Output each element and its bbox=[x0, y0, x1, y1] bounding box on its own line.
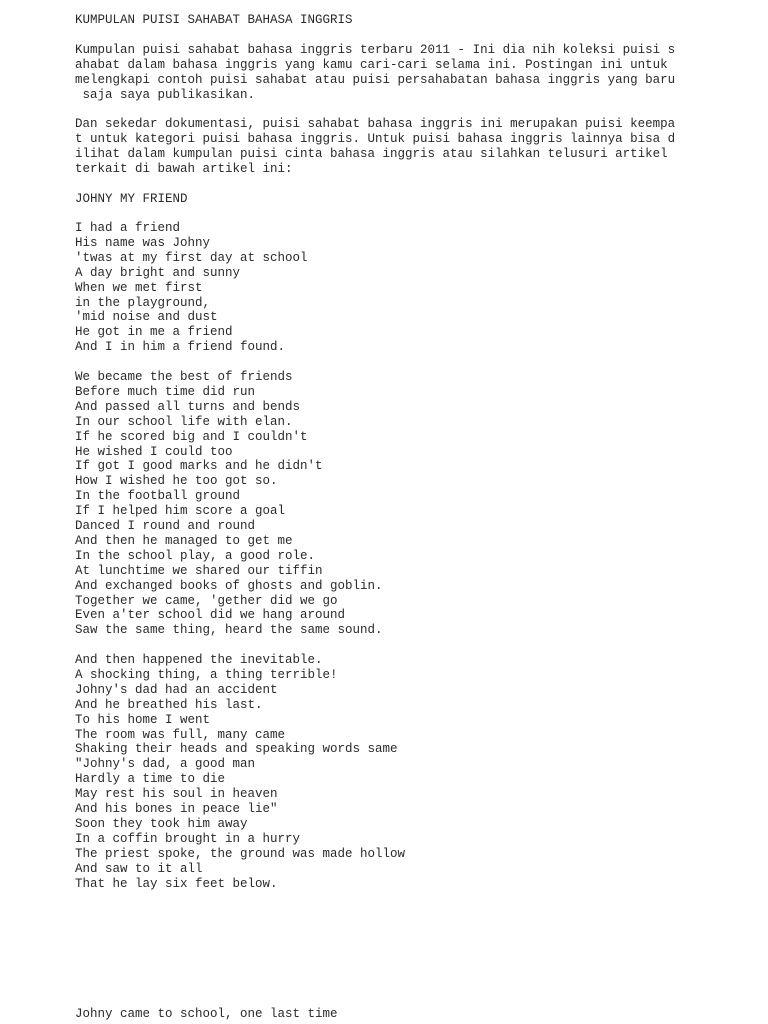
poem-title: JOHNY MY FRIEND bbox=[75, 192, 188, 206]
stanza-2-line: Even a'ter school did we hang around bbox=[75, 608, 346, 623]
intro-paragraph-line: melengkapi contoh puisi sahabat atau puisi persahabatan bahasa inggris yang baru bbox=[75, 72, 676, 87]
stanza-2-line: In our school life with elan. bbox=[75, 414, 293, 429]
stanza-2-line: He wished I could too bbox=[75, 444, 233, 459]
stanza-3-line: In a coffin brought in a hurry bbox=[75, 831, 301, 846]
stanza-3-line: Soon they took him away bbox=[75, 816, 248, 831]
stanza-2-line: In the school play, a good role. bbox=[75, 548, 316, 563]
stanza-2-line: How I wished he too got so. bbox=[75, 474, 278, 489]
intro-paragraph-line: Kumpulan puisi sahabat bahasa inggris terbaru 2011 - Ini dia nih koleksi puisi s bbox=[75, 43, 676, 57]
stanza-3-line: Johny's dad had an accident bbox=[75, 682, 278, 697]
stanza-2-line: And passed all turns and bends bbox=[75, 399, 301, 414]
document-title: KUMPULAN PUISI SAHABAT BAHASA INGGRIS bbox=[75, 13, 353, 27]
stanza-3-line: And saw to it all bbox=[75, 861, 203, 876]
note-paragraph-line: ilihat dalam kumpulan puisi cinta bahasa inggris atau silahkan telusuri artikel bbox=[75, 146, 668, 161]
stanza-2-line: If he scored big and I couldn't bbox=[75, 429, 308, 444]
stanza-3-line: May rest his soul in heaven bbox=[75, 787, 278, 802]
stanza-1-line: 'mid noise and dust bbox=[75, 310, 218, 325]
note-paragraph-line: Dan sekedar dokumentasi, puisi sahabat bahasa inggris ini merupakan puisi keempa bbox=[75, 117, 676, 131]
stanza-3-line: Hardly a time to die bbox=[75, 772, 226, 787]
stanza-3-line: And his bones in peace lie" bbox=[75, 802, 278, 816]
stanza-3-line: And then happened the inevitable. bbox=[75, 653, 323, 667]
stanza-2-line: If I helped him score a goal bbox=[75, 504, 286, 519]
stanza-2-line: Before much time did run bbox=[75, 384, 256, 399]
stanza-2-line: Saw the same thing, heard the same sound. bbox=[75, 623, 383, 638]
stanza-1-line: A day bright and sunny bbox=[75, 265, 241, 280]
stanza-1-line: 'twas at my first day at school bbox=[75, 250, 308, 265]
stanza-1-line: He got in me a friend bbox=[75, 325, 233, 340]
note-paragraph-line: t untuk kategori puisi bahasa inggris. Untuk puisi bahasa inggris lainnya bisa d bbox=[75, 131, 676, 146]
stanza-3-line: The room was full, many came bbox=[75, 727, 286, 742]
stanza-2-line: And exchanged books of ghosts and goblin. bbox=[75, 578, 383, 593]
stanza-1-line: His name was Johny bbox=[75, 235, 211, 250]
stanza-3-line: To his home I went bbox=[75, 712, 211, 727]
stanza-2-line: In the football ground bbox=[75, 489, 241, 504]
stanza-2-line: If got I good marks and he didn't bbox=[75, 459, 323, 474]
stanza-3-line: That he lay six feet below. bbox=[75, 876, 278, 891]
stanza-1-line: in the playground, bbox=[75, 295, 211, 310]
stanza-2-line: We became the best of friends bbox=[75, 370, 293, 384]
stanza-3-line: And he breathed his last. bbox=[75, 697, 263, 712]
stanza-2-line: Danced I round and round bbox=[75, 519, 256, 533]
stanza-3-line: Shaking their heads and speaking words same bbox=[75, 742, 398, 757]
stanza-1-line: And I in him a friend found. bbox=[75, 340, 286, 355]
stanza-2-line: Together we came, 'gether did we go bbox=[75, 593, 338, 608]
stanza-2-line: At lunchtime we shared our tiffin bbox=[75, 563, 323, 578]
stanza-3-line: "Johny's dad, a good man bbox=[75, 757, 256, 772]
stanza-3-line: A shocking thing, a thing terrible! bbox=[75, 667, 338, 682]
stanza-1-line: When we met first bbox=[75, 280, 203, 295]
note-paragraph-line: terkait di bawah artikel ini: bbox=[75, 161, 293, 176]
intro-paragraph-line: saja saya publikasikan. bbox=[75, 87, 256, 102]
stanza-4-line: Johny came to school, one last time bbox=[75, 1007, 338, 1021]
intro-paragraph-line: ahabat dalam bahasa inggris yang kamu cari-cari selama ini. Postingan ini untuk bbox=[75, 57, 668, 72]
stanza-3-line: The priest spoke, the ground was made hollow bbox=[75, 846, 406, 861]
stanza-2-line: And then he managed to get me bbox=[75, 533, 293, 548]
stanza-1-line: I had a friend bbox=[75, 221, 181, 235]
